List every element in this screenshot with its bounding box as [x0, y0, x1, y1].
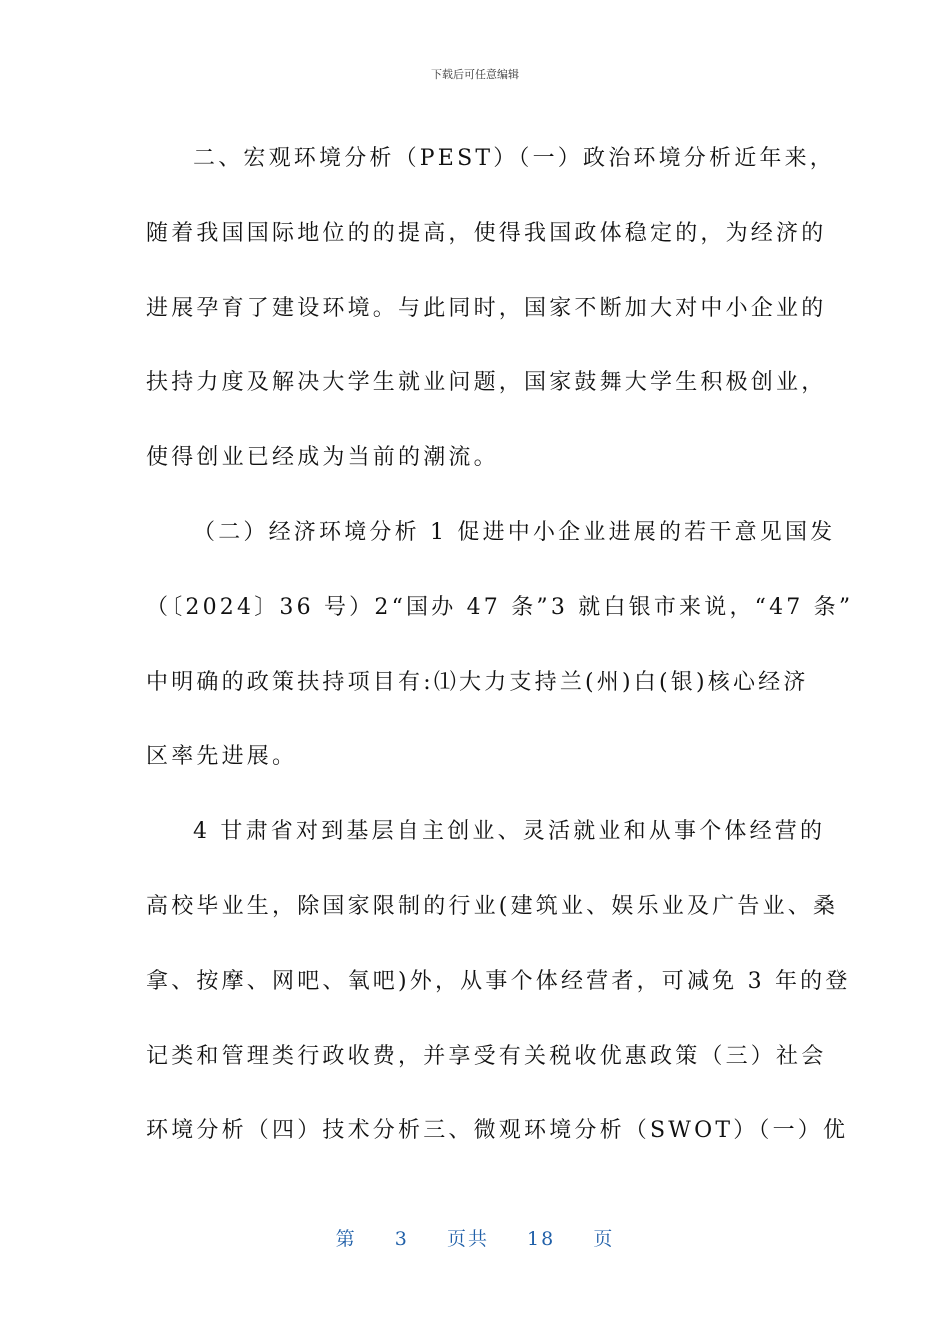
- paragraph-line: 拿、按摩、网吧、氧吧)外，从事个体经营者，可减免 3 年的登: [146, 968, 851, 994]
- paragraph-line: 随着我国国际地位的的提高，使得我国政体稳定的，为经济的: [146, 220, 827, 246]
- paragraph-line: 中明确的政策扶持项目有:⑴大力支持兰(州)白(银)核心经济: [146, 669, 809, 695]
- paragraph-line: （〔2024〕36 号）2“国办 47 条”3 就白银市来说，“47 条”: [146, 594, 854, 620]
- footer-suffix: 页: [593, 1228, 615, 1250]
- paragraph-line: 高校毕业生，除国家限制的行业(建筑业、娱乐业及广告业、桑: [146, 893, 839, 919]
- paragraph-line: 4 甘肃省对到基层自主创业、灵活就业和从事个体经营的: [193, 819, 826, 845]
- body-text: [146, 122, 854, 1169]
- paragraph-line: 扶持力度及解决大学生就业问题，国家鼓舞大学生积极创业，: [146, 370, 827, 396]
- paragraph-line: 进展孕育了建设环境。与此同时，国家不断加大对中小企业的: [146, 295, 827, 321]
- paragraph-line: 二、宏观环境分析（PEST）（一）政治环境分析近年来，: [193, 146, 836, 171]
- paragraph-line: （二）经济环境分析 1 促进中小企业进展的若干意见国发: [193, 519, 836, 545]
- paragraph-line: 环境分析（四）技术分析三、微观环境分析（SWOT）（一）优: [146, 1118, 849, 1144]
- paragraph-line: 区率先进展。: [146, 744, 298, 770]
- footer-total-pages: 18: [527, 1228, 556, 1250]
- footer-prefix: 第: [335, 1228, 357, 1250]
- paragraph-line: 记类和管理类行政收费，并享受有关税收优惠政策（三）社会: [146, 1043, 827, 1069]
- footer-current-page: 3: [394, 1228, 409, 1250]
- page-header-note: 下载后可任意编辑: [431, 68, 519, 81]
- paragraph-line: 使得创业已经成为当前的潮流。: [146, 445, 499, 471]
- footer-middle: 页共: [446, 1228, 489, 1250]
- page-number-footer: [0, 1224, 950, 1251]
